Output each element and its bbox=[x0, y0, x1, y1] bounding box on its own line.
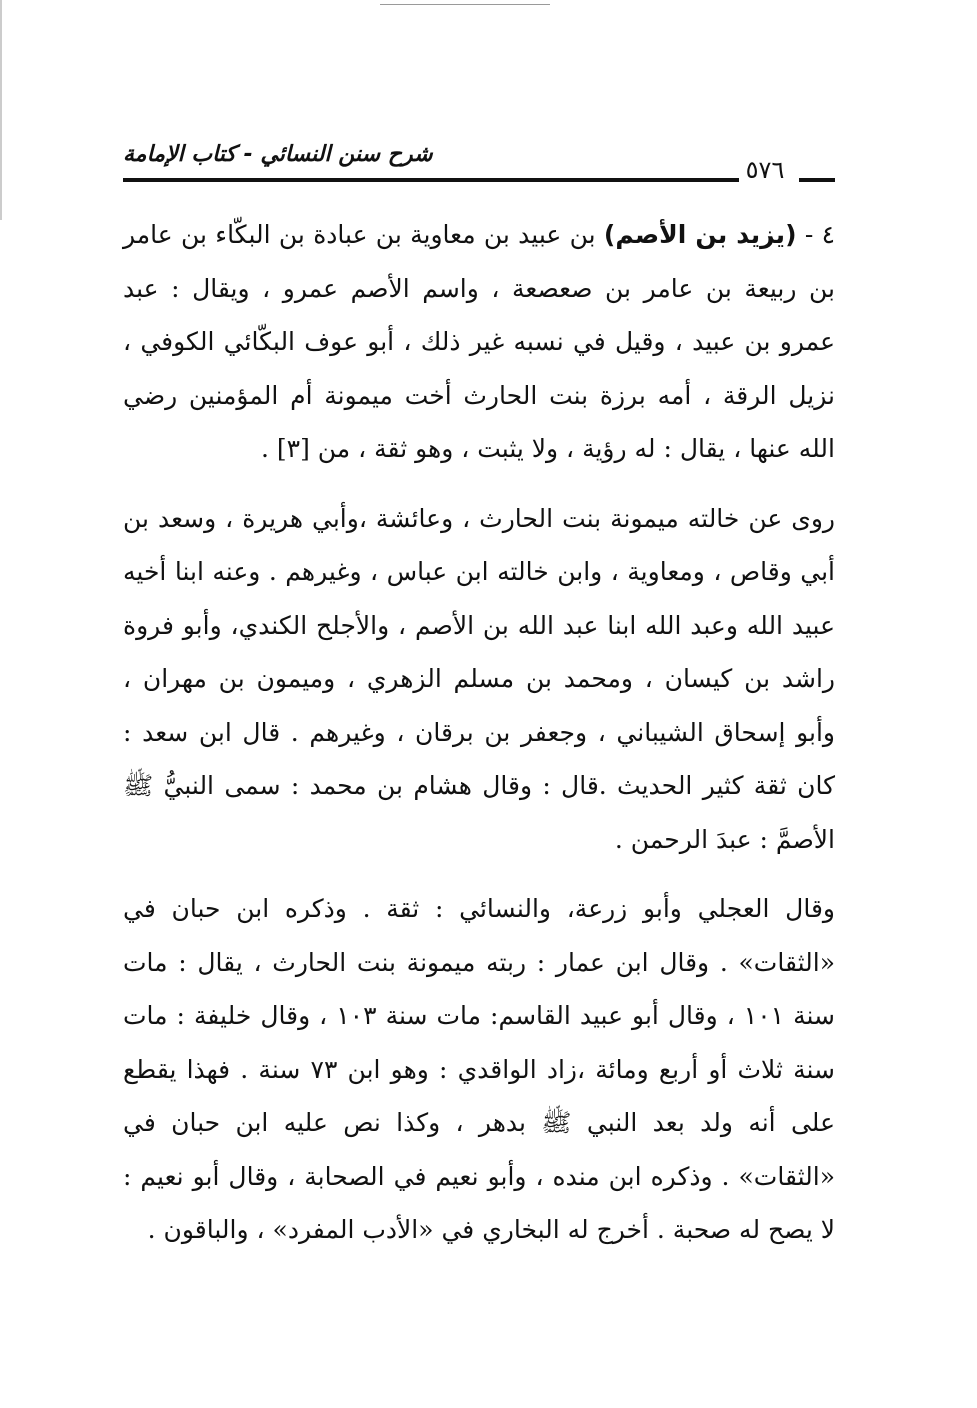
narrator-biography-paragraph bbox=[123, 208, 835, 476]
top-scan-rule bbox=[380, 4, 550, 5]
page-number: ٥٧٦ bbox=[745, 156, 785, 184]
teachers-students-paragraph: روى عن خالته ميمونة بنت الحارث ، وعائشة ،وأبي هريرة ، وسعد بن أبي وقاص ، ومعاوية ، وابن خالته ابن عباس ، وغيرهم . وعنه ابنا أخيه عبيد الله وعبد الله ابنا عبد الله بن الأصم ، والأجلح الكندي، وأبو فروة راشد بن كيسان ، ومحمد بن مسلم الزهري ، وميمون بن مهران ، وأبو إسحاق الشيباني ، وجعفر بن برقان ، وغيرهم . قال ابن سعد : كان ثقة كثير الحديث .قال : وقال هشام بن محمد : سمى النبيُّ ﷺ الأصمَّ : عبدَ الرحمن . bbox=[123, 503, 835, 854]
main-text bbox=[123, 208, 835, 1273]
page-edge-shadow bbox=[0, 0, 2, 220]
narrator-name: (يزيد بن الأصم) bbox=[603, 220, 797, 249]
grading-death-paragraph: وقال العجلي وأبو زرعة، والنسائي : ثقة . وذكره ابن حبان في «الثقات» . وقال ابن عمار : ربته ميمونة بنت الحارث ، يقال : مات سنة ١٠١ ، وقال أبو عبيد القاسم: مات سنة ١٠٣ ، وقال خليفة : مات سنة ثلاث أو أربع ومائة ،زاد الواقدي : وهو ابن ٧٣ سنة . فهذا يقطع على أنه ولد بعد النبي ﷺ بدهر ، وكذا نص عليه ابن حبان في «الثقات» . وذكره ابن منده ، وأبو نعيم في الصحابة ، وقال أبو نعيم : لا يصح له صحبة . أخرج له البخاري في «الأدب المفرد» ، والباقون . bbox=[123, 894, 835, 1244]
header-rule bbox=[123, 178, 739, 182]
page-header bbox=[123, 138, 835, 188]
entry-number: ٤ - bbox=[804, 220, 835, 249]
page-number-dash bbox=[799, 178, 835, 182]
running-title: شرح سنن النسائي - كتاب الإمامة bbox=[123, 142, 433, 167]
biography-text: بن عبيد بن معاوية بن عبادة بن البكّاء بن عامر بن ربيعة بن عامر بن صعصعة ، واسم الأصم عمرو ، ويقال : عبد عمرو بن عبيد ، وقيل في نسبه غير ذلك ، أبو عوف البكّائي الكوفي ، نزيل الرقة ، أمه برزة بنت الحارث أخت ميمونة أم المؤمنين رضي الله عنها ، يقال : له رؤية ، ولا يثبت ، وهو ثقة ، من [٣] . bbox=[123, 220, 835, 463]
